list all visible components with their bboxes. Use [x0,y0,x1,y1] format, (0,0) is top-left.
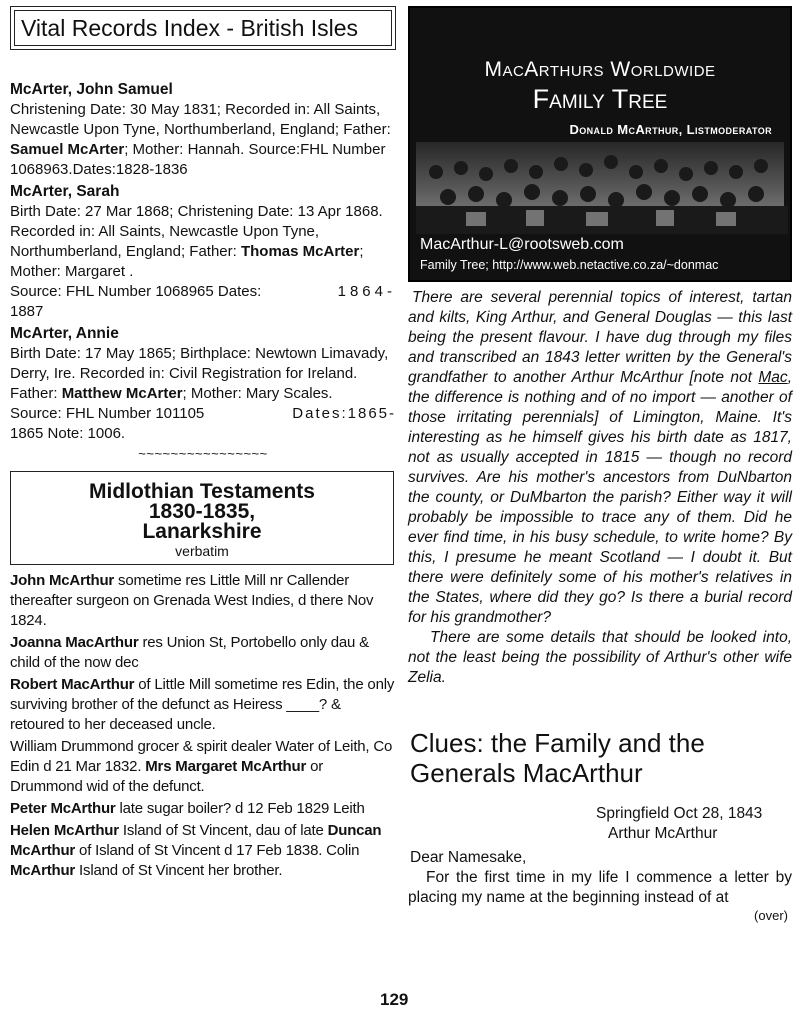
vital-entry-sarah: McArter, Sarah Birth Date: 27 Mar 1868; Christening Date: 13 Apr 1868. Recorded in: All Saints, Newcastle Upon Tyne, Northumberland, England; Father: Thomas McArter; Mother: Margaret . Source: FHL Number 1068965 Dates: 1864- 1887 [10,183,396,320]
clues-title: Clues: the Family and the Generals MacArthur [410,728,705,788]
article-paragraph: There are several perennial topics of interest, tartan and kilts, King Arthur, and General Douglas — this last being the present flavour. I have dug through my files and transcribed an 1843 letter written by the General's grandfather to another Arthur McArthur [note not Mac, the difference is nothing and of no import — another of those irritating perennials] of Limington, Maine. It's interesting as he himself gives his birth date as 1817, not as usually accepted in 1815 — though no record survives. Are his mother's ancestors from DuNbarton the county, or DuMbarton the parish? Either way it will probably be impossible to trace any of them. Did he ever find time, in his busy schedule, to write home? By this, I presume he meant Scotland — I doubt it. But there were definitely some of his mother's relatives in the States, where did they go? Is there a burial record for his grandmother? [408,289,792,626]
testament-entry: Helen McArthur Island of St Vincent, dau of late Duncan McArthur of Island of St Vincent d 17 Feb 1838. Colin McArthur Island of St Vincent her brother. [10,822,382,879]
midlothian-header-box: Midlothian Testaments 1830-1835, Lanarkshire verbatim [10,471,394,565]
father-name: Samuel McArter [10,141,125,158]
right-column [408,6,792,923]
vital-entry-john-samuel: McArter, John Samuel Christening Date: 30 May 1831; Recorded in: All Saints, Newcastle Upon Tyne, Northumberland, England; Father: Samuel McArter; Mother: Hannah. Source:FHL Number 1068963.Dates:1828-1836 [10,80,396,180]
vital-records-header: Vital Records Index - British Isles [14,10,392,46]
group-photo [416,142,784,234]
page-number: 129 [380,990,409,1009]
letter-author: Arthur McArthur [608,825,718,842]
section-divider: ~~~~~~~~~~~~~~~~ [138,446,268,461]
testament-entry: John McArthur sometime res Little Mill nr Callender thereafter surgeon on Grenada West Indies, d there Nov 1824. [10,572,374,629]
article-intro [408,288,792,688]
entry-name: McArter, John Samuel [10,81,173,98]
banner-moderator: Donald McArthur, Listmoderator [569,122,772,137]
vital-entry-annie: McArter, Annie Birth Date: 17 May 1865; Birthplace: Newtown Limavady, Derry, Ire. Recorded in: Civil Registration for Ireland. Father: Matthew McArter; Mother: Mary Scales. Source: FHL Number 101105 Dates:1865- 1865 Note: 1006. [10,325,396,442]
midlothian-title: Midlothian Testaments [89,480,315,503]
crowd-silhouette [416,142,788,234]
banner-subtitle: Family Tree [532,84,668,114]
midlothian-subtitle: verbatim [175,543,229,559]
letter-place-date: Springfield Oct 28, 1843 [596,805,763,822]
testament-entry: William Drummond grocer & spirit dealer Water of Leith, Co Edin d 21 Mar 1832. Mrs Margaret McArthur or Drummond wid of the defunct. [10,738,393,795]
source-line: Source: FHL Number 101105 Dates:1865- [10,405,396,422]
father-name: Thomas McArter [240,243,360,260]
banner-title: MacArthurs Worldwide [484,58,716,81]
testament-entry: Joanna MacArthur res Union St, Portobello only dau & child of the now dec [10,634,369,671]
letter-body: For the first time in my life I commence a letter by placing my name at the beginning instead of at [408,869,792,906]
left-column [10,6,396,883]
letter-salutation: Dear Namesake, [410,849,527,866]
article-paragraph: There are some details that should be looked into, not the least being the possibility of Arthur's other wife Zelia. [408,629,792,686]
testament-entry: Robert MacArthur of Little Mill sometime res Edin, the only surviving brother of the defunct as Heiress ____? & retoured to her deceased uncle. [10,676,395,733]
entry-name: McArter, Sarah [10,183,120,200]
testament-entry: Peter McArthur late sugar boiler? d 12 Feb 1829 Leith [10,800,365,817]
father-name: Matthew McArter [61,385,183,402]
vital-records-header-box [10,6,396,50]
banner-url: Family Tree; http://www.web.netactive.co.za/~donmac [420,258,719,272]
family-tree-banner [408,6,792,282]
entry-name: McArter, Annie [10,325,119,342]
source-line: Source: FHL Number 1068965 Dates: 1864- [10,283,396,300]
continued-note: (over) [754,908,788,923]
banner-email: MacArthur-L@rootsweb.com [420,236,624,253]
